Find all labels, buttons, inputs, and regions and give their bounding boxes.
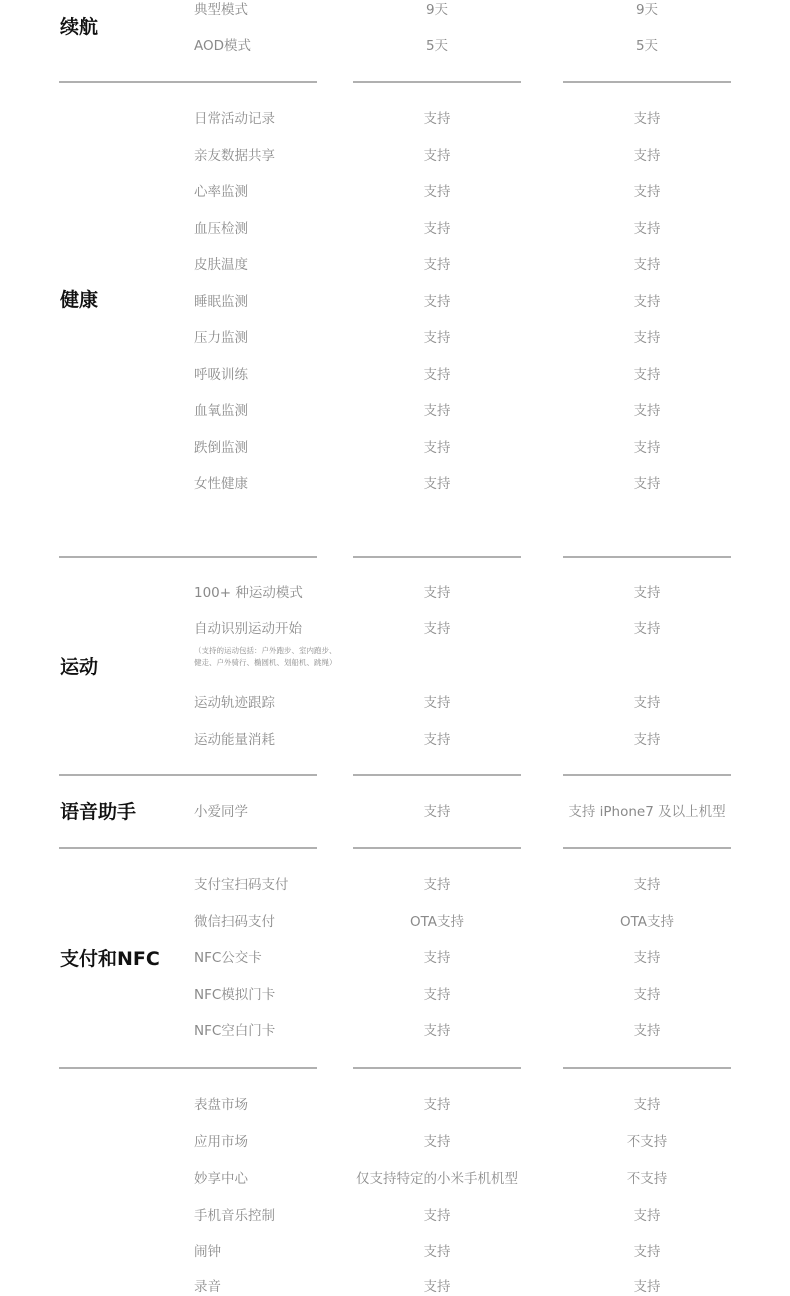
col2-blood-pressure: 支持 (633, 221, 661, 237)
feature-nfc-sim-door: NFC模拟门卡 (194, 987, 276, 1003)
col2-typical-mode: 9天 (635, 2, 659, 18)
feature-xiaoai: 小爱同学 (194, 804, 248, 820)
col2-nfc-sim-door: 支持 (633, 987, 661, 1003)
feature-energy: 运动能量消耗 (194, 732, 275, 748)
col1-daily-activity: 支持 (423, 111, 451, 127)
feature-skin-temp: 皮肤温度 (194, 257, 248, 273)
feature-daily-activity: 日常活动记录 (194, 111, 275, 127)
col2-heart-rate: 支持 (633, 184, 661, 200)
feature-breathing: 呼吸训练 (194, 367, 248, 383)
divider (59, 847, 317, 849)
col1-wechat-pay: OTA支持 (409, 914, 465, 930)
feature-app-market: 应用市场 (194, 1134, 248, 1150)
col2-daily-activity: 支持 (633, 111, 661, 127)
col1-spo2: 支持 (423, 403, 451, 419)
feature-spo2: 血氧监测 (194, 403, 248, 419)
col1-alarm: 支持 (423, 1244, 451, 1260)
col1-energy: 支持 (423, 732, 451, 748)
auto-detect-note-line1: （支持的运动包括：户外跑步、室内跑步、 (194, 646, 337, 655)
col1-stress: 支持 (423, 330, 451, 346)
col1-app-market: 支持 (423, 1134, 451, 1150)
col1-miao-share: 仅支持特定的小米手机机型 (356, 1171, 518, 1187)
divider (563, 1067, 731, 1069)
divider (59, 774, 317, 776)
divider (563, 847, 731, 849)
feature-music-control: 手机音乐控制 (194, 1208, 275, 1224)
feature-blood-pressure: 血压检测 (194, 221, 248, 237)
col2-auto-detect: 支持 (633, 621, 661, 637)
col1-xiaoai: 支持 (423, 804, 451, 820)
col2-women-health: 支持 (633, 476, 661, 492)
col2-energy: 支持 (633, 732, 661, 748)
col2-track: 支持 (633, 695, 661, 711)
col2-nfc-transit: 支持 (633, 950, 661, 966)
col2-sleep: 支持 (633, 294, 661, 310)
col1-watchface-market: 支持 (423, 1097, 451, 1113)
feature-family-share: 亲友数据共享 (194, 148, 275, 164)
feature-typical-mode: 典型模式 (194, 2, 248, 18)
feature-miao-share: 妙享中心 (194, 1171, 248, 1187)
divider (563, 556, 731, 558)
col1-nfc-sim-door: 支持 (423, 987, 451, 1003)
feature-alarm: 闹钟 (194, 1244, 221, 1260)
feature-nfc-blank-door: NFC空白门卡 (194, 1023, 276, 1039)
col1-sleep: 支持 (423, 294, 451, 310)
col2-fall: 支持 (633, 440, 661, 456)
feature-women-health: 女性健康 (194, 476, 248, 492)
category-health: 健康 (60, 289, 99, 311)
col1-fall: 支持 (423, 440, 451, 456)
feature-watchface-market: 表盘市场 (194, 1097, 248, 1113)
col1-skin-temp: 支持 (423, 257, 451, 273)
divider (353, 556, 521, 558)
feature-fall: 跌倒监测 (194, 440, 248, 456)
category-payment: 支付和NFC (60, 948, 160, 970)
col2-alipay: 支持 (633, 877, 661, 893)
col2-alarm: 支持 (633, 1244, 661, 1260)
col2-spo2: 支持 (633, 403, 661, 419)
divider (563, 81, 731, 83)
col2-stress: 支持 (633, 330, 661, 346)
divider (353, 1067, 521, 1069)
feature-aod-mode: AOD模式 (194, 38, 252, 54)
col1-aod-mode: 5天 (425, 38, 449, 54)
auto-detect-note-line2: 健走、户外骑行、椭圆机、划船机、跳绳） (194, 658, 337, 667)
col1-women-health: 支持 (423, 476, 451, 492)
col2-sport-modes: 支持 (633, 585, 661, 601)
col2-miao-share: 不支持 (626, 1171, 668, 1187)
col1-breathing: 支持 (423, 367, 451, 383)
col1-heart-rate: 支持 (423, 184, 451, 200)
col1-nfc-blank-door: 支持 (423, 1023, 451, 1039)
col2-nfc-blank-door: 支持 (633, 1023, 661, 1039)
col1-auto-detect: 支持 (423, 621, 451, 637)
col2-breathing: 支持 (633, 367, 661, 383)
feature-nfc-transit: NFC公交卡 (194, 950, 262, 966)
divider (563, 774, 731, 776)
feature-auto-detect: 自动识别运动开始 (194, 621, 302, 637)
col1-family-share: 支持 (423, 148, 451, 164)
col2-xiaoai: 支持 iPhone7 及以上机型 (568, 804, 726, 820)
col1-alipay: 支持 (423, 877, 451, 893)
col2-skin-temp: 支持 (633, 257, 661, 273)
feature-stress: 压力监测 (194, 330, 248, 346)
category-battery: 续航 (60, 16, 99, 38)
col1-recording: 支持 (423, 1279, 451, 1295)
divider (353, 847, 521, 849)
col2-wechat-pay: OTA支持 (619, 914, 675, 930)
divider (59, 1067, 317, 1069)
feature-sport-modes: 100+ 种运动模式 (194, 585, 303, 601)
col2-recording: 支持 (633, 1279, 661, 1295)
feature-recording: 录音 (194, 1279, 221, 1295)
col1-music-control: 支持 (423, 1208, 451, 1224)
col2-music-control: 支持 (633, 1208, 661, 1224)
col2-aod-mode: 5天 (635, 38, 659, 54)
category-voice: 语音助手 (60, 801, 137, 823)
col1-blood-pressure: 支持 (423, 221, 451, 237)
col1-sport-modes: 支持 (423, 585, 451, 601)
feature-track: 运动轨迹跟踪 (194, 695, 275, 711)
feature-alipay: 支付宝扫码支付 (194, 877, 289, 893)
col1-track: 支持 (423, 695, 451, 711)
col2-family-share: 支持 (633, 148, 661, 164)
col2-watchface-market: 支持 (633, 1097, 661, 1113)
divider (353, 774, 521, 776)
col1-typical-mode: 9天 (425, 2, 449, 18)
divider (353, 81, 521, 83)
feature-wechat-pay: 微信扫码支付 (194, 914, 275, 930)
feature-heart-rate: 心率监测 (194, 184, 248, 200)
col2-app-market: 不支持 (626, 1134, 668, 1150)
col1-nfc-transit: 支持 (423, 950, 451, 966)
divider (59, 556, 317, 558)
divider (59, 81, 317, 83)
feature-sleep: 睡眠监测 (194, 294, 248, 310)
category-sports: 运动 (60, 656, 99, 678)
